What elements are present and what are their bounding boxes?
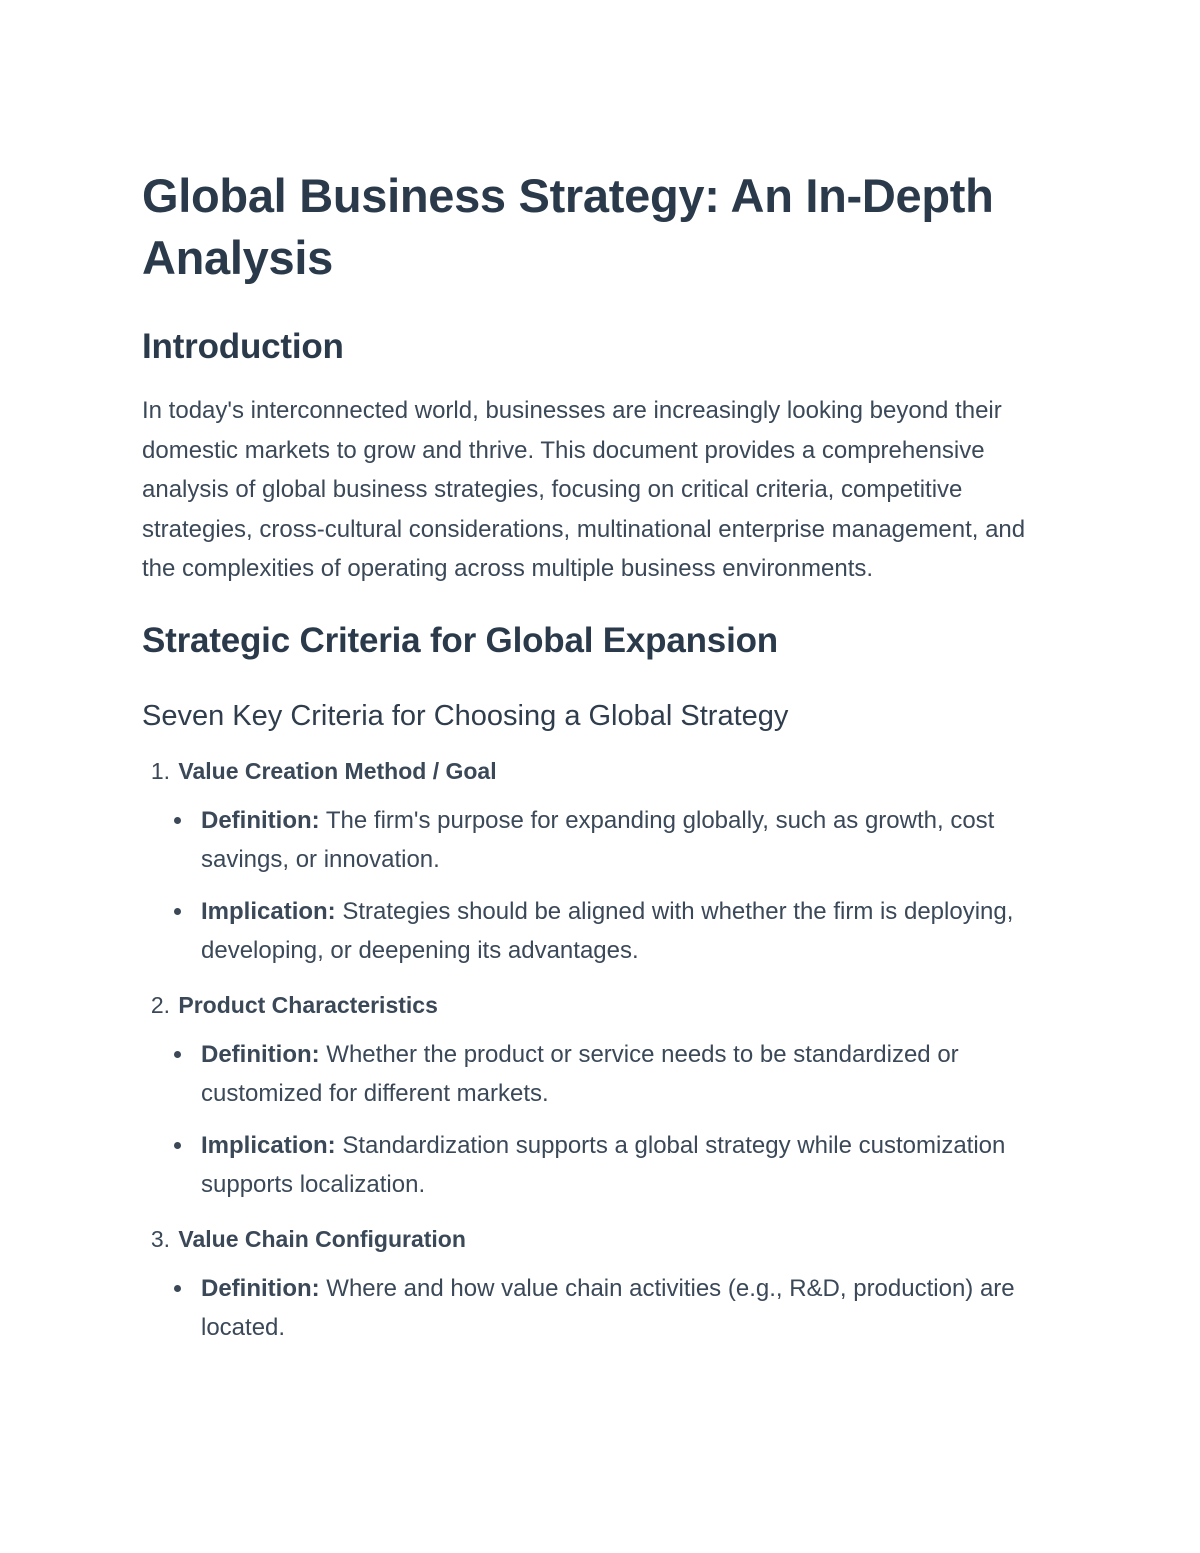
document-title: Global Business Strategy: An In-Depth Analysis bbox=[142, 169, 994, 284]
point-term: Implication: bbox=[201, 1131, 336, 1159]
bullet-icon bbox=[174, 1051, 181, 1058]
point-term: Definition: bbox=[201, 1040, 320, 1068]
point-term: Definition: bbox=[201, 806, 320, 834]
point-term: Implication: bbox=[201, 897, 336, 925]
criterion-point bbox=[142, 1035, 1052, 1114]
criterion-title-text: Value Chain Configuration bbox=[178, 1225, 466, 1252]
criterion-number: 2. bbox=[150, 991, 170, 1018]
criterion-title bbox=[142, 1223, 1052, 1255]
criterion-point bbox=[142, 1269, 1052, 1348]
intro-heading: Introduction bbox=[142, 327, 344, 366]
section-heading: Strategic Criteria for Global Expansion bbox=[142, 620, 778, 660]
intro-paragraph: In today's interconnected world, businesses are increasingly looking beyond their domestic markets to grow and thrive. This document provides a comprehensive analysis of global business strategies, focusing on critical criteria, competitive strategies, cross-cultural considerations, multinational enterprise management, and the complexities of operating across multiple business environments. bbox=[142, 397, 1026, 582]
criterion-point bbox=[142, 801, 1052, 880]
criterion-item bbox=[142, 1223, 1052, 1348]
criterion-item bbox=[142, 989, 1052, 1205]
criterion-number: 1. bbox=[150, 757, 170, 784]
criterion-title-text: Value Creation Method / Goal bbox=[178, 757, 497, 784]
bullet-icon bbox=[174, 817, 181, 824]
bullet-icon bbox=[174, 1285, 181, 1292]
criterion-point bbox=[142, 1126, 1052, 1205]
point-text: Whether the product or service needs to be standardized or customized for different markets. bbox=[201, 1040, 959, 1107]
bullet-icon bbox=[174, 1142, 181, 1149]
criterion-points bbox=[142, 1035, 1052, 1205]
document-page bbox=[142, 165, 1052, 1366]
criterion-points bbox=[142, 801, 1052, 971]
subsection-heading: Seven Key Criteria for Choosing a Global Strategy bbox=[142, 699, 789, 732]
point-text: Strategies should be aligned with whether the firm is deploying, developing, or deepening its advantages. bbox=[201, 897, 1014, 964]
criterion-title bbox=[142, 755, 1052, 787]
point-text: Where and how value chain activities (e.g., R&D, production) are located. bbox=[201, 1274, 1015, 1341]
criterion-title bbox=[142, 989, 1052, 1021]
criteria-list bbox=[142, 755, 1052, 1348]
criterion-points bbox=[142, 1269, 1052, 1348]
criterion-number: 3. bbox=[150, 1225, 170, 1252]
criterion-item bbox=[142, 755, 1052, 971]
point-term: Definition: bbox=[201, 1274, 320, 1302]
bullet-icon bbox=[174, 908, 181, 915]
criterion-point bbox=[142, 892, 1052, 971]
point-text: The firm's purpose for expanding globally, such as growth, cost savings, or innovation. bbox=[201, 806, 995, 873]
point-text: Standardization supports a global strategy while customization supports localization. bbox=[201, 1131, 1006, 1198]
criterion-title-text: Product Characteristics bbox=[178, 991, 438, 1018]
